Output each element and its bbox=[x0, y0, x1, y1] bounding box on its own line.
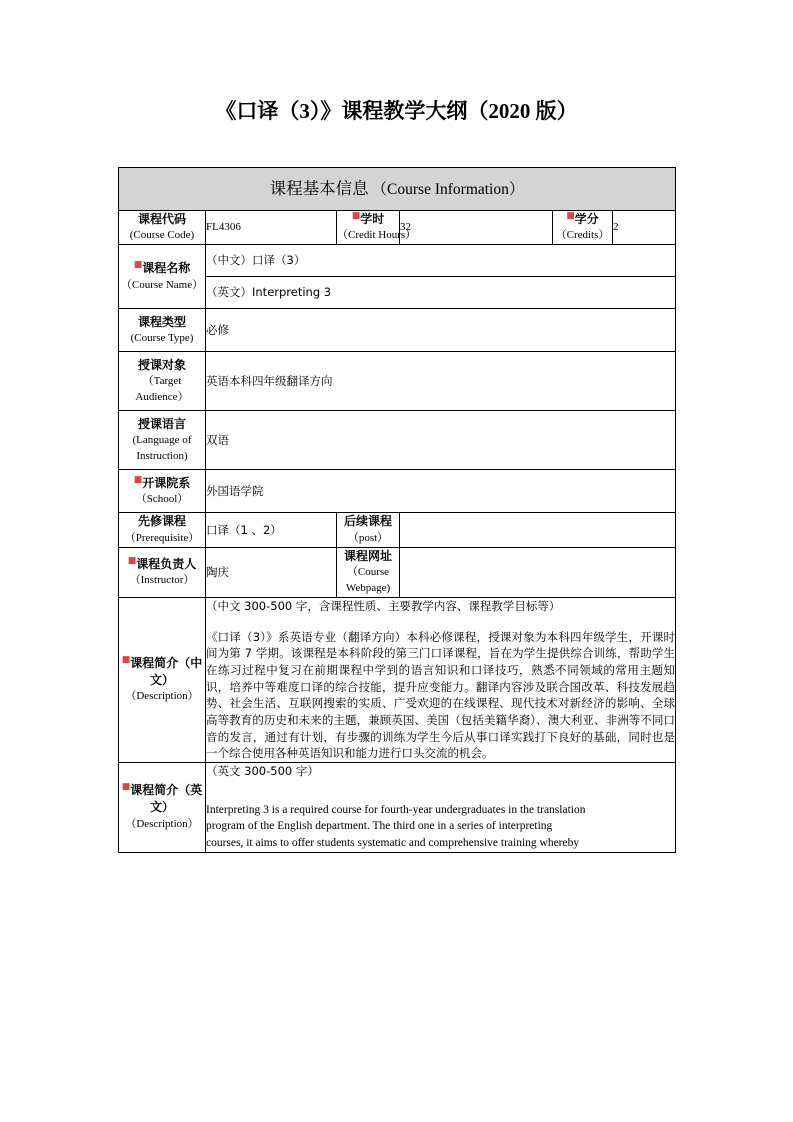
target-audience-label-cell bbox=[119, 352, 206, 411]
school-value: 外国语学院 bbox=[206, 470, 676, 513]
prerequisite-value: 口译（1 、2） bbox=[206, 513, 337, 547]
instructor-value: 陶庆 bbox=[206, 547, 337, 597]
description-cn-note: （中文 300-500 字，含课程性质、主要教学内容、课程教学目标等） bbox=[206, 598, 561, 613]
school-label-cn: 开课院系 bbox=[142, 475, 191, 490]
required-asterisk-icon: ■ bbox=[133, 260, 143, 271]
course-code-value: FL4306 bbox=[206, 211, 337, 245]
table-row bbox=[119, 245, 676, 277]
credit-hours-value: 32 bbox=[400, 211, 553, 245]
course-name-value-cn: （中文）口译（3） bbox=[206, 245, 676, 277]
description-cn-label-en: （Description） bbox=[125, 690, 199, 703]
credits-label-cn-wrap bbox=[553, 211, 612, 228]
instructor-label-cell bbox=[119, 547, 206, 597]
description-cn-label-cn: 课程简介（中文） bbox=[130, 655, 203, 687]
table-header-cell bbox=[119, 168, 676, 211]
course-name-label-en: （Course Name） bbox=[120, 278, 204, 291]
table-row bbox=[119, 352, 676, 411]
course-code-label-cell bbox=[119, 211, 206, 245]
table-row bbox=[119, 211, 676, 245]
credits-label-en: （Credits） bbox=[555, 229, 610, 242]
table-row bbox=[119, 513, 676, 547]
course-webpage-value bbox=[400, 547, 676, 597]
description-en-note: （英文 300-500 字） bbox=[206, 763, 319, 778]
language-label-en: (Language of Instruction) bbox=[132, 434, 192, 463]
table-header-label-en: （Course Information） bbox=[371, 180, 525, 198]
course-type-value: 必修 bbox=[206, 309, 676, 352]
language-label-cell bbox=[119, 411, 206, 470]
course-name-value-en: （英文）Interpreting 3 bbox=[206, 277, 676, 309]
credits-label-cell bbox=[553, 211, 613, 245]
required-asterisk-icon: ■ bbox=[351, 211, 361, 221]
required-asterisk-icon: ■ bbox=[121, 654, 131, 665]
course-code-label-cn: 课程代码 bbox=[137, 212, 186, 226]
description-cn-cell bbox=[206, 597, 676, 762]
instructor-label-en: （Instructor） bbox=[129, 574, 195, 587]
description-en-label-en: （Description） bbox=[125, 817, 199, 830]
required-asterisk-icon: ■ bbox=[133, 474, 143, 485]
required-asterisk-icon: ■ bbox=[127, 555, 137, 566]
table-row bbox=[119, 597, 676, 762]
post-course-value bbox=[400, 513, 676, 547]
prerequisite-label-cell bbox=[119, 513, 206, 547]
table-header-row bbox=[119, 168, 676, 211]
course-type-label-cell bbox=[119, 309, 206, 352]
description-cn-label-cell bbox=[119, 597, 206, 762]
table-row bbox=[119, 762, 676, 852]
language-value: 双语 bbox=[206, 411, 676, 470]
description-en-label-cn-wrap bbox=[119, 782, 205, 817]
description-en-line-1: Interpreting 3 is a required course for fourth-year undergraduates in the translation bbox=[206, 803, 586, 816]
prerequisite-label-en: （Prerequisite） bbox=[124, 531, 200, 544]
school-label-en: （School） bbox=[135, 493, 189, 506]
description-en-label-cell bbox=[119, 762, 206, 852]
credits-label-cn: 学分 bbox=[574, 212, 599, 226]
credit-hours-label-en: （Credit Hours） bbox=[337, 229, 417, 242]
table-row bbox=[119, 411, 676, 470]
course-name-label-cn-wrap bbox=[119, 260, 205, 277]
credit-hours-label-cn: 学时 bbox=[360, 212, 385, 226]
description-en-line-3: courses, it aims to offer students systematic and comprehensive training whereby bbox=[206, 836, 580, 849]
credit-hours-label-cn-wrap bbox=[337, 211, 399, 228]
course-type-label-cn: 课程类型 bbox=[137, 314, 186, 329]
description-en-cell bbox=[206, 762, 676, 852]
post-course-label-cell bbox=[337, 513, 400, 547]
course-webpage-label-en: （Course Webpage) bbox=[345, 566, 391, 594]
description-cn-body: 《口译（3）》系英语专业（翻译方向）本科必修课程，授课对象为本科四年级学生，开课时间为第 7 学期。该课程是本科阶段的第三门口译课程，旨在为学生提供综合训练，帮助学生在练习过程中复习在前期课程中学到的语言知识和口译技巧，熟悉不同领域的常用主题知识，培养中等难度口译的综合技能，提升应变能力。翻译内容涉及联合国改革、科技发展趋势、社会生活、互联网搜索的实质、广受欢迎的在线课程、现代技术对新经济的影响、全球高等教育的历史和未来的主题，兼顾英国、美国（包括美籍华裔）、澳大利亚、非洲等不同口音的发言，通过有计划，有步骤的训练为学生今后从事口译实践打下良好的基础，同时也是一个综合使用各种英语知识和能力进行口头交流的机会。 bbox=[206, 629, 676, 761]
course-code-label-en: (Course Code) bbox=[129, 229, 195, 242]
target-audience-label-cn: 授课对象 bbox=[137, 357, 186, 372]
post-course-label-cn: 后续课程 bbox=[343, 514, 392, 529]
description-en-label-cn: 课程简介（英文） bbox=[130, 782, 203, 815]
required-asterisk-icon: ■ bbox=[121, 781, 131, 792]
target-audience-value: 英语本科四年级翻译方向 bbox=[206, 352, 676, 411]
course-information-table bbox=[118, 167, 676, 853]
course-webpage-label-cn: 课程网址 bbox=[343, 548, 392, 563]
post-course-label-en: （post） bbox=[347, 531, 389, 544]
table-row bbox=[119, 470, 676, 513]
course-name-label-cn: 课程名称 bbox=[142, 261, 191, 276]
language-label-cn: 授课语言 bbox=[137, 416, 186, 431]
required-asterisk-icon: ■ bbox=[566, 211, 575, 221]
credits-value: 2 bbox=[613, 211, 676, 245]
page-title: 《口译（3）》课程教学大纲（2020 版） bbox=[215, 99, 578, 123]
course-type-label-en: (Course Type) bbox=[130, 332, 194, 345]
target-audience-label-en: （Target Audience） bbox=[135, 375, 189, 404]
description-cn-label-cn-wrap bbox=[119, 655, 205, 690]
table-header-label-cn: 课程基本信息 bbox=[269, 178, 369, 198]
instructor-label-cn-wrap bbox=[119, 556, 205, 573]
course-name-label-cell bbox=[119, 245, 206, 309]
school-label-cell bbox=[119, 470, 206, 513]
prerequisite-label-cn: 先修课程 bbox=[137, 514, 186, 529]
description-en-line-2: program of the English department. The third one in a series of interpreting bbox=[206, 820, 553, 833]
table-row bbox=[119, 547, 676, 597]
table-row bbox=[119, 309, 676, 352]
school-label-cn-wrap bbox=[119, 475, 205, 492]
instructor-label-cn: 课程负责人 bbox=[136, 556, 197, 571]
course-webpage-label-cell bbox=[337, 547, 400, 597]
